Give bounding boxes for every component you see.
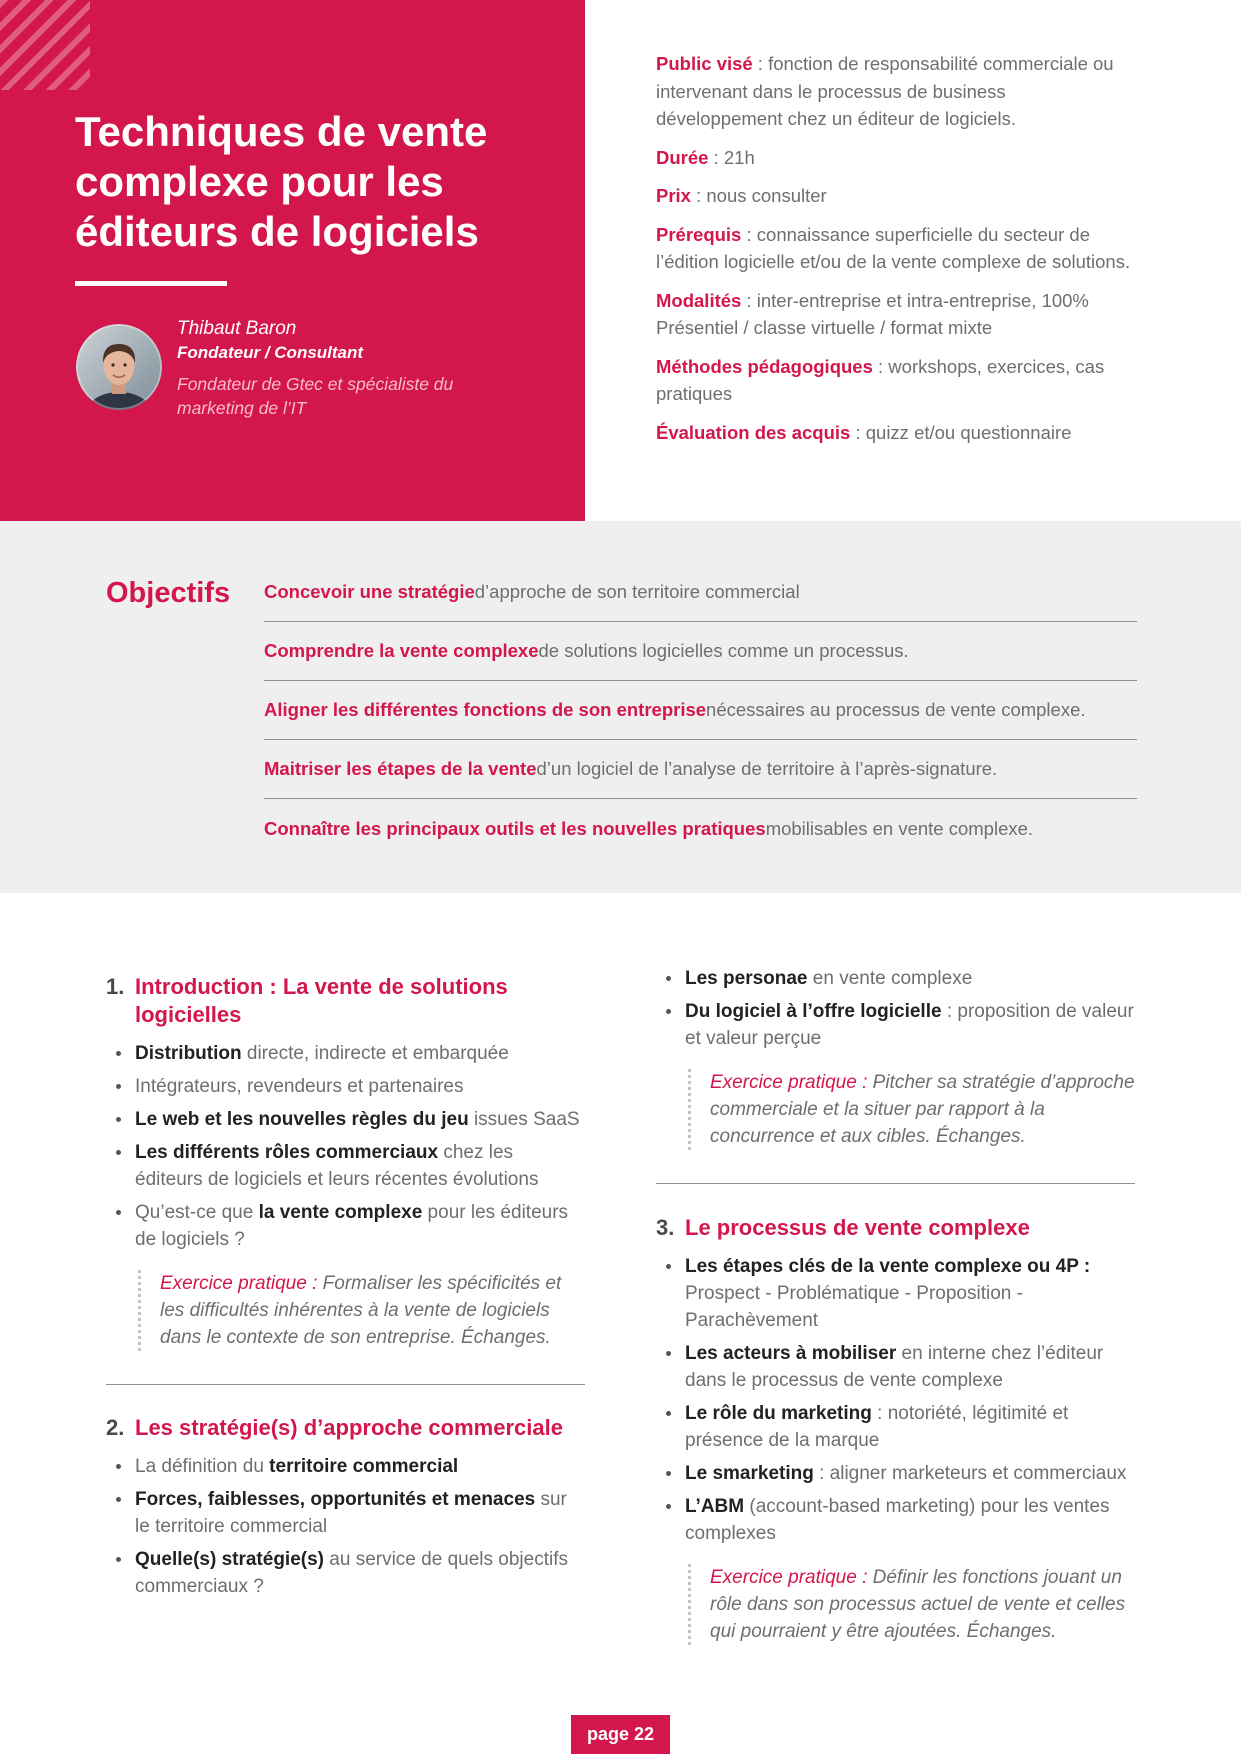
topic-item [106,1040,585,1067]
module-heading [106,973,585,1029]
topic-key: Forces, faiblesses, opportunités et menaces [135,1489,536,1510]
topic-detail: au service de quels objectifs commerciaux ? [135,1549,568,1597]
module-title: Les stratégie(s) d’approche commerciale [135,1415,563,1440]
info-label: Évaluation des acquis [656,421,851,443]
info-value: : inter-entreprise et intra-entreprise, 100% Présentiel / classe virtuelle / format mixte [656,289,1089,338]
topic-detail: issues SaaS [468,1109,580,1130]
objective-key: Aligner les différentes fonctions de son entreprise [264,699,707,720]
course-title-line: éditeurs de logiciels [75,208,479,255]
module-heading [106,1414,585,1442]
module-divider [656,1183,1135,1184]
module-divider [106,1384,585,1385]
info-methods [656,353,1134,408]
practical-exercise [688,1564,1135,1645]
info-duration [656,144,1134,172]
topic-item [106,1139,585,1193]
objective-detail: de solutions logicielles comme un processus. [538,640,909,661]
practical-exercise [688,1069,1135,1150]
exercise-text: Définir les fonctions jouant un rôle dans son processus actuel de vente et celles qui pourraient y être ajoutées. Échanges. [710,1567,1126,1642]
topic-item [106,1486,585,1540]
module-2-continued [656,965,1135,1150]
author-bio: Fondateur de Gtec et spécialiste du marketing de l’IT [177,374,454,418]
module-topics [106,1453,585,1600]
course-title [75,107,575,257]
module-number: 3. [656,1215,675,1240]
objective-item [264,799,1137,858]
topic-detail: Prospect - Problématique - Proposition - Parachèvement [685,1283,1023,1331]
course-info [656,50,1134,457]
topic-detail: : proposition de valeur et valeur perçue [685,1001,1134,1049]
topic-key: Les acteurs à mobiliser [685,1343,897,1364]
topic-key: Le web et les nouvelles règles du jeu [135,1109,469,1130]
topic-key: Le smarketing [685,1463,814,1484]
module-title: Introduction : La vente de solutions logicielles [135,974,508,1027]
topic-detail: sur le territoire commercial [135,1489,567,1537]
objective-key: Maitriser les étapes de la vente [264,758,537,779]
topic-item [656,1400,1135,1454]
module-number: 1. [106,974,125,999]
objective-item [264,622,1137,681]
module-title: Le processus de vente complexe [685,1215,1030,1240]
objective-key: Concevoir une stratégie [264,581,475,602]
course-title-line: Techniques de vente [75,108,488,155]
topic-detail: en interne chez l’éditeur dans le processus de vente complexe [685,1343,1104,1391]
topic-detail: directe, indirecte et embarquée [241,1043,509,1064]
topic-detail: en vente complexe [807,968,973,989]
module-2 [106,1414,585,1600]
module-topics [656,1253,1135,1547]
exercise-label: Exercice pratique : [710,1072,868,1093]
objective-detail: mobilisables en vente complexe. [765,817,1034,839]
topic-detail: chez les éditeurs de logiciels et leurs récentes évolutions [135,1142,539,1190]
author-block [177,317,477,420]
topic-key: Le rôle du marketing [685,1403,872,1424]
topic-key: Distribution [135,1043,242,1064]
topic-key: Les différents rôles commerciaux [135,1142,439,1163]
topic-detail: (account-based marketing) pour les ventes complexes [685,1496,1110,1544]
info-public [656,50,1134,133]
info-label: Modalités [656,289,742,311]
topic-key: Quelle(s) stratégie(s) [135,1549,324,1570]
topic-item [106,1453,585,1480]
topic-key: Les personae [685,968,808,989]
topic-item [656,1253,1135,1334]
info-prerequisites [656,221,1134,276]
objective-item [264,740,1137,799]
objective-detail: d’approche de son territoire commercial [474,581,800,602]
objective-detail: d’un logiciel de l’analyse de territoire à l’après-signature. [536,758,998,779]
info-modalities [656,287,1134,342]
module-number: 2. [106,1415,125,1440]
topic-detail: pour les éditeurs de logiciels ? [135,1202,569,1250]
topic-key: la vente complexe [258,1202,423,1223]
objectives-list [264,563,1137,858]
module-1 [106,973,585,1351]
topic-detail: : aligner marketeurs et commerciaux [813,1463,1127,1484]
exercise-label: Exercice pratique : [160,1273,318,1294]
topic-item [106,1546,585,1600]
objective-key: Comprendre la vente complexe [264,640,539,661]
exercise-text: Formaliser les spécificités et les difficultés inhérentes à la vente de logiciels dans le contexte de son entreprise. Échanges. [160,1273,562,1348]
decor-stripes [0,0,90,90]
topic-key: territoire commercial [269,1456,459,1477]
topic-detail: : notoriété, légitimité et présence de la marque [685,1403,1069,1451]
module-topics [656,965,1135,1052]
info-value: : fonction de responsabilité commerciale ou intervenant dans le processus de business développement chez un éditeur de logiciels. [656,53,1114,129]
objective-detail: nécessaires au processus de vente complexe. [706,699,1086,720]
info-label: Prix [656,185,691,206]
topic-prefix: La définition du [135,1456,270,1477]
page-number: page 22 [571,1715,670,1754]
objective-item [264,681,1137,740]
topic-item [106,1199,585,1253]
avatar [76,324,162,410]
info-value: : nous consulter [696,185,827,206]
info-label: Durée [656,146,709,168]
topic-item [106,1073,585,1100]
author-role: Fondateur / Consultant [177,343,364,362]
title-underline [75,281,227,286]
author-name: Thibaut Baron [177,318,297,339]
objective-key: Connaître les principaux outils et les nouvelles pratiques [264,817,766,839]
topic-item [656,1460,1135,1487]
objectives-title: Objectifs [106,577,231,609]
topic-item [656,1493,1135,1547]
info-value: : quizz et/ou questionnaire [855,421,1072,443]
topic-item [656,1340,1135,1394]
info-value: : workshops, exercices, cas pratiques [656,355,1105,404]
objective-item [264,563,1137,622]
topic-key: Du logiciel à l’offre logicielle [685,1001,942,1022]
module-heading [656,1214,1135,1242]
info-label: Méthodes pédagogiques [656,355,873,377]
topic-key: L’ABM [685,1496,745,1517]
info-value: : connaissance superficielle du secteur de l’édition logicielle et/ou de la vente complexe de solutions. [656,223,1131,272]
module-3 [656,1214,1135,1645]
info-label: Prérequis [656,223,742,245]
info-value: : 21h [713,146,755,168]
topic-item [656,965,1135,992]
topic-prefix: Qu’est-ce que [135,1202,259,1223]
topic-detail: Intégrateurs, revendeurs et partenaires [135,1076,464,1097]
topic-key: Les étapes clés de la vente complexe ou 4P : [685,1256,1091,1277]
info-label: Public visé [656,53,753,74]
practical-exercise [138,1270,585,1351]
info-evaluation [656,419,1134,447]
topic-item [656,998,1135,1052]
module-topics [106,1040,585,1253]
info-price [656,182,1134,210]
exercise-label: Exercice pratique : [710,1567,868,1588]
exercise-text: Pitcher sa stratégie d’approche commerciale et la situer par rapport à la concurrence et aux cibles. Échanges. [710,1072,1135,1147]
topic-item [106,1106,585,1133]
course-title-line: complexe pour les [75,158,444,205]
